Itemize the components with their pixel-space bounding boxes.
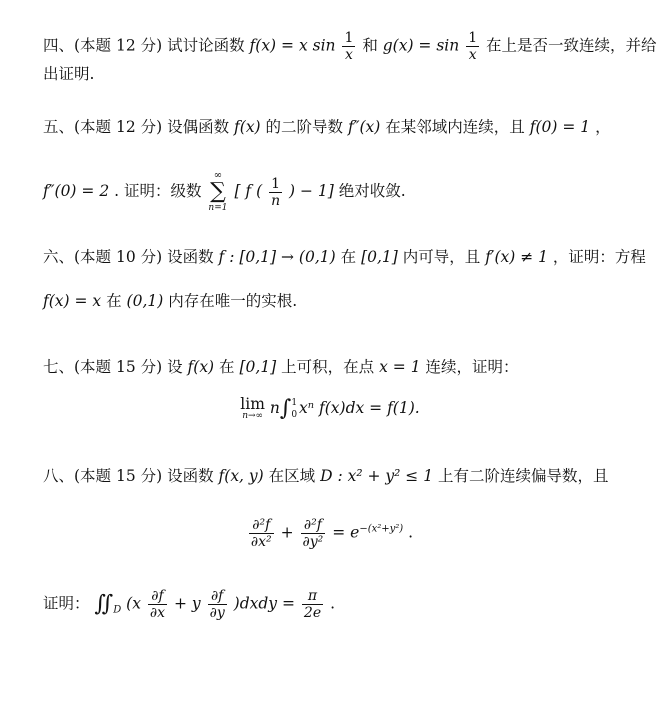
problem-7-line-1: 七、(本题 15 分) 设 f(x) 在 [0,1] 上可积，在点 x = 1 连续，证明：: [43, 358, 519, 376]
problem-5-line-1: 五、(本题 12 分) 设偶函数 f(x) 的二阶导数 f″(x) 在某邻域内连续，且 f(0) = 1 ，: [43, 118, 611, 136]
problem-8-line-1: 八、(本题 15 分) 设函数 f(x, y) 在区域 D : x² + y² ≤ 1 上有二阶连续偏导数，且: [43, 467, 609, 485]
problem-7-formula: lim n→∞ n∫ 1 0 xⁿ f(x)dx = f(1).: [240, 395, 420, 421]
problem-6-line-1: 六、(本题 10 分) 设函数 f : [0,1] → (0,1) 在 [0,1] 内可导，且 f′(x) ≠ 1 ，证明：方程: [43, 248, 646, 266]
problem-4-line-2: 出证明.: [43, 65, 95, 83]
integral-limits: 1 0: [291, 398, 298, 420]
problem-4-intro: 四、(本题 12 分) 试讨论函数: [43, 36, 250, 55]
second-partial-y: $\frac{\text{∂²f}}{\text{∂y²}}$: [302, 517, 324, 550]
problem-8-proof: 证明： $∬_D$ (x $\frac{\partial f}{\partial x}$ + y $\frac{\partial f}{\partial y}$ )dxdy = $\frac{\pi}{2e}$ .: [43, 588, 335, 621]
problem-5-frac: $\frac{1}{n}$: [271, 175, 281, 209]
problem-6-line-2: f(x) = x 在 (0,1) 内存在唯一的实根.: [43, 292, 298, 310]
problem-4-frac-1: $\frac{1}{x}$: [344, 30, 354, 63]
problem-8-formula: $\frac{\text{∂²f}}{\text{∂x²}}$ + $\frac{\text{∂²f}}{\text{∂y²}}$ = $e^{-(x^2+y^2)}$ .: [250, 517, 414, 550]
problem-4-g-def: g(x) = sin: [382, 36, 460, 55]
result-fraction: $\frac{\pi}{2e}$: [303, 588, 322, 621]
second-partial-x: $\frac{\text{∂²f}}{\text{∂x²}}$: [250, 517, 272, 550]
problem-5-line-2: f″(0) = 2 . 证明：级数 ∞ ∑ n=1 [ f ( $\frac{1}{n}$ ) − 1] 绝对收敛.: [43, 170, 406, 213]
problem-4-tail: 在上是否一致连续，并给: [486, 36, 657, 55]
double-integral-symbol: ∬: [94, 591, 114, 617]
summation-symbol: ∞ ∑ n=1: [208, 170, 228, 213]
limit-operator: lim n→∞: [240, 395, 265, 421]
partial-f-y: $\frac{\partial f}{\partial y}$: [209, 588, 225, 621]
partial-f-x: $\frac{\partial f}{\partial x}$: [149, 588, 166, 621]
problem-4-f-def: f(x) = x sin: [249, 36, 336, 55]
problem-4-join: 和: [362, 36, 383, 55]
problem-4-frac-2: $\frac{1}{x}$: [468, 30, 478, 63]
integral-symbol: ∫: [279, 396, 292, 421]
problem-4-line-1: [43, 30, 657, 63]
